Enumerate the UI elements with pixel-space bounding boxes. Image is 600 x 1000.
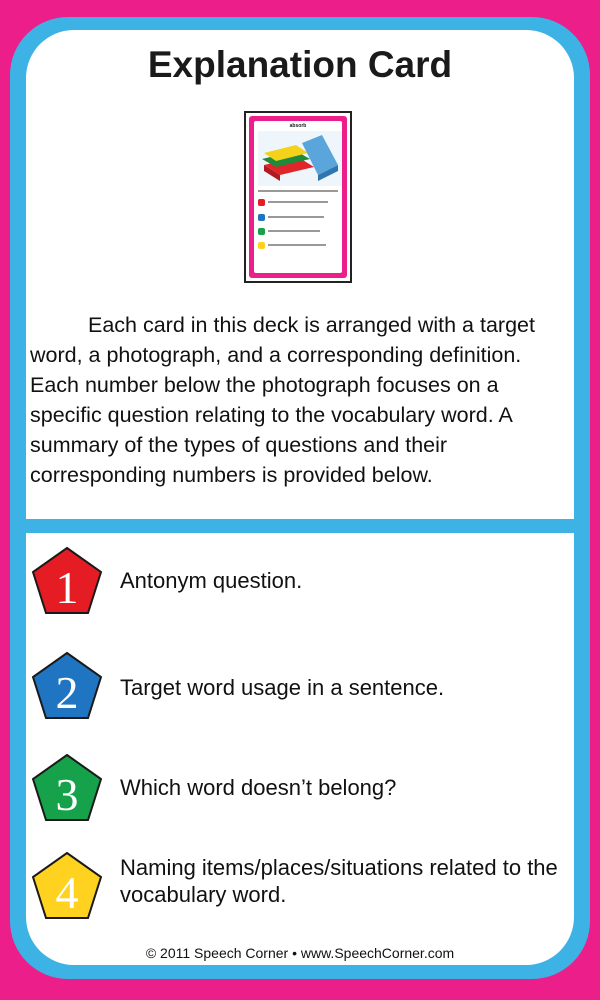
number-3-pentagon-icon bbox=[30, 752, 104, 824]
question-type-label: Naming items/places/situations related to the vocabulary word. bbox=[120, 855, 558, 907]
question-type-label: Antonym question. bbox=[120, 568, 303, 593]
card-title: Explanation Card bbox=[147, 44, 453, 85]
svg-text:1: 1 bbox=[55, 562, 79, 613]
sponge-photo bbox=[258, 131, 342, 186]
svg-text:2: 2 bbox=[55, 667, 79, 718]
number-2-pentagon-icon bbox=[30, 650, 104, 722]
number-4-pentagon-icon bbox=[30, 850, 104, 922]
question-type-label: Which word doesn’t belong? bbox=[120, 775, 397, 800]
section-divider bbox=[10, 519, 590, 533]
sample-card-word: absorb bbox=[289, 123, 307, 129]
explanation-text: Each card in this deck is arranged with a target word, a photograph, and a corresponding definition. Each number below the photograph focuses on a specific question relating to the vocabulary word. A summary of the types of questions and their corresponding numbers is provided below. bbox=[30, 313, 535, 487]
sample-card-image bbox=[244, 111, 352, 283]
svg-text:4: 4 bbox=[55, 867, 79, 918]
number-1-pentagon-icon bbox=[30, 545, 104, 617]
copyright-footer: © 2011 Speech Corner • www.SpeechCorner.com bbox=[145, 945, 455, 961]
question-type-label: Target word usage in a sentence. bbox=[120, 675, 445, 700]
svg-text:3: 3 bbox=[55, 769, 79, 820]
